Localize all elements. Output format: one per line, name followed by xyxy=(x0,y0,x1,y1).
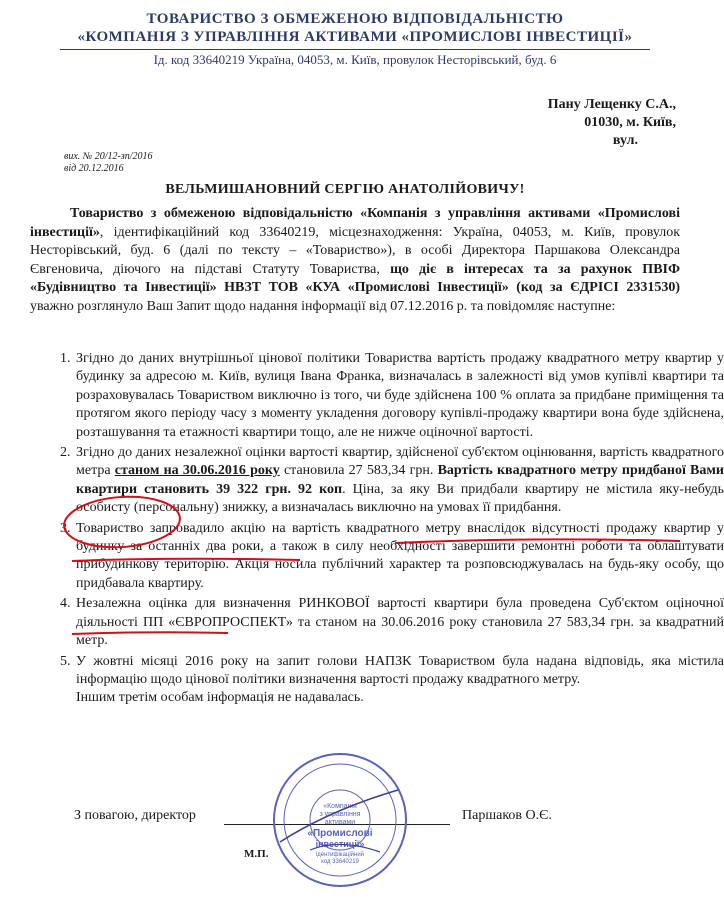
intro-text-2: уважно розглянуло Ваш Запит щодо надання інформації від 07.12.2016 р. та повідомляє наступне: xyxy=(30,298,616,314)
recipient-block xyxy=(548,96,676,150)
intro-company-name: Товариство з обмеженою відповідальністю «Компанія з управління активами «Промислові інвестиції» xyxy=(30,206,680,240)
list-item xyxy=(74,653,724,708)
signatory-name: Паршаков О.Є. xyxy=(462,808,552,823)
item-3-public: публічний характер xyxy=(322,557,442,573)
svg-text:код 33640219: код 33640219 xyxy=(321,859,359,865)
item-2-text-g: , а визначалась виключно на умовах її придбання. xyxy=(264,500,562,516)
item-5-text: У жовтні місяці 2016 року на запит голови НАПЗК Товариством була надана відповідь, яка містила інформацію щодо цінової політики визначення вартості продажу квадратного метру. xyxy=(76,653,724,687)
recipient-city: 01030, м. Київ, xyxy=(584,115,676,130)
recipient-name: Пану Лещенку С.А., xyxy=(547,97,676,112)
outgoing-number: вих. № 20/12-зп/2016 xyxy=(64,151,153,162)
list-item xyxy=(74,595,724,650)
letterhead-line2: «КОМПАНІЯ З УПРАВЛІННЯ АКТИВАМИ «ПРОМИСЛОВІ ІНВЕСТИЦІЇ» xyxy=(77,29,633,45)
closing-text: З повагою, директор xyxy=(74,808,196,823)
item-5-final: Іншим третім особам інформація не надавалась. xyxy=(76,690,364,706)
letterhead-line1: ТОВАРИСТВО З ОБМЕЖЕНОЮ ВІДПОВІДАЛЬНІСТЮ xyxy=(146,11,564,27)
svg-text:ідентифікаційний: ідентифікаційний xyxy=(315,852,365,858)
intro-fund-name: що діє в інтересах та за рахунок ПВІФ «Будівництво та Інвестиції» НВЗТ ТОВ «КУА «Промислові Інвестиції» (код за ЄДРІСІ 2331530) xyxy=(30,261,681,295)
item-2-text-a: Згідно до даних незалежної оцінки вартості квартир, здійсненої суб'єктом оцінювання, вартість квадратного метра xyxy=(76,445,724,479)
mp-seal-label: М.П. xyxy=(244,848,269,860)
item-1-text: Згідно до даних внутрішньої цінової політики Товариства вартість продажу квадратного метру квартир у будинку за адресою м. Київ, вулиця Івана Франка, визначалась в залежності від умов купівлі квартири та розраховувалась Товариством виключно із того, чи буде здійснена 100 % оплата за придбане приміщення та протягом якого періоду часу з моменту укладення договору купівлі-продажу квартири вона буде здійснена, розташування та етажності квартири тощо, але не нижче оціночної вартості. xyxy=(76,351,724,440)
item-2-price: Вартість квадратного метру придбаної Вами квартири становить 39 322 грн. 92 коп xyxy=(76,463,724,497)
svg-text:інвестиції»: інвестиції» xyxy=(315,839,365,849)
items-list xyxy=(30,350,724,710)
item-2-text-c: становила 27 583,34 грн. xyxy=(279,463,438,479)
svg-text:«Компанія: «Компанія xyxy=(323,803,357,810)
recipient-street: вул. xyxy=(612,133,638,148)
intro-text-1: , ідентифікаційний код 33640219, місцезнаходження: Україна, 04053, м. Київ, провулок Несторівський, буд. 6 (далі по тексту – «Товариство»), в особі Директора Паршакова Олександра Євгеновича, діючого на підставі Статуту Товариства, xyxy=(30,224,680,277)
letterhead xyxy=(60,10,650,68)
outgoing-reference xyxy=(64,151,153,175)
item-3-text-a: Товариство запровадило акцію на вартість квадратного метру внаслідок відсутності продажу квартир у будинку за останніх два роки, а також в силу необхідності завершити ремонтні роботи та облаштувати прибудинкову територію. Акція носила xyxy=(76,520,724,573)
company-stamp xyxy=(270,750,410,890)
svg-text:з управління: з управління xyxy=(319,811,361,818)
item-2-date: станом на 30.06.2016 року xyxy=(114,463,280,479)
list-item xyxy=(74,520,724,594)
list-item xyxy=(74,444,724,518)
item-2-no-discount: не містила яку-небудь особисту (персональну) знижку xyxy=(76,481,724,516)
intro-paragraph xyxy=(30,205,680,316)
list-item xyxy=(74,350,724,442)
letterhead-rule xyxy=(60,49,650,50)
letterhead-address: Ід. код 33640219 Україна, 04053, м. Київ, провулок Несторівський, буд. 6 xyxy=(153,52,557,67)
svg-text:активами: активами xyxy=(324,819,356,826)
outgoing-date: від 20.12.2016 xyxy=(64,163,124,174)
svg-text:«Промислові: «Промислові xyxy=(307,828,373,839)
item-3-text-c: та розповсюджувалась на будь-яку особу, що придбавала квартиру. xyxy=(76,557,724,591)
item-2-text-e: . Ціна, за яку Ви придбали квартиру xyxy=(342,481,586,497)
item-4-text: Незалежна оцінка для визначення РИНКОВОЇ вартості квартири була проведена Суб'єктом оціночної діяльності ПП «ЄВРОПРОСПЕКТ» та станом на 30.06.2016 року становила 27 583,34 грн. за квадратний метр. xyxy=(76,596,724,649)
salutation: ВЕЛЬМИШАНОВНИЙ СЕРГІЮ АНАТОЛІЙОВИЧУ! xyxy=(165,182,525,197)
